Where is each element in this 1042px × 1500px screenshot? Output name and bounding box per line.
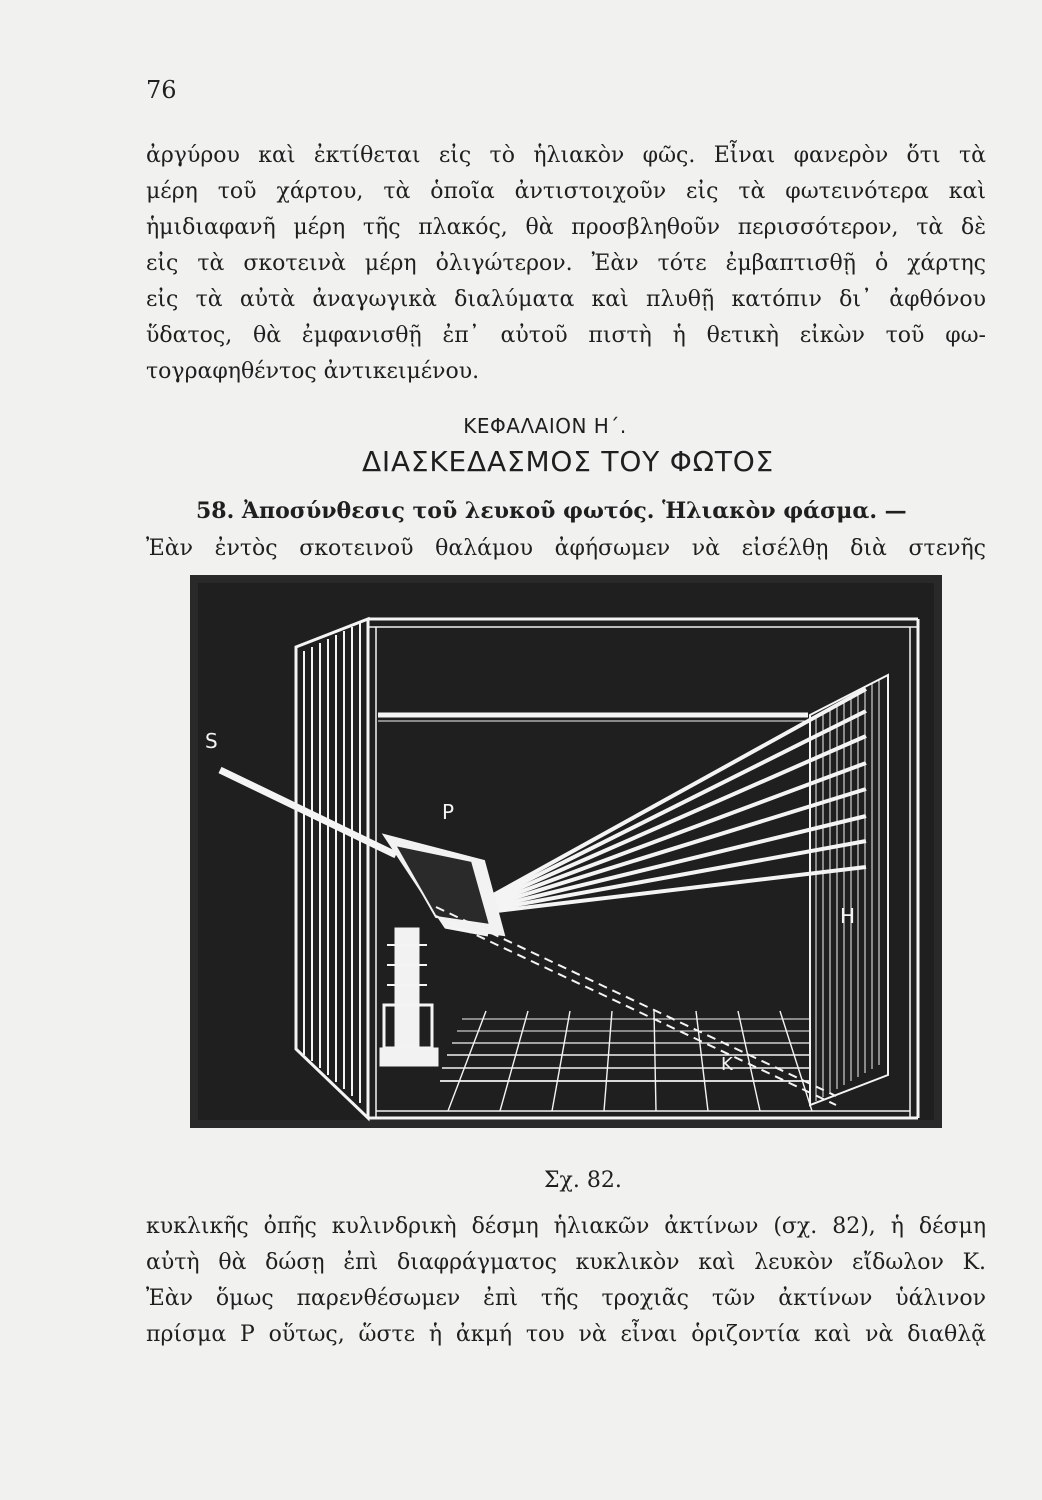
prism-figure <box>190 575 942 1128</box>
intro-line-6: ὕδατος, θὰ ἐμφανισθῇ ἐπ᾽ αὐτοῦ πιστὴ ἡ θετικὴ εἰκὼν τοῦ φω- <box>146 323 986 348</box>
bottom-line-1: κυκλικῆς ὀπῆς κυλινδρικὴ δέσμη ἡλιακῶν ἀκτίνων (σχ. 82), ἡ δέσμη <box>146 1214 986 1239</box>
bottom-line-2: αὐτὴ θὰ δώσῃ ἐπὶ διαφράγματος κυκλικὸν καὶ λευκὸν εἴδωλον Κ. <box>146 1250 986 1275</box>
chapter-title: ΔΙΑΣΚΕΔΑΣΜΟΣ ΤΟΥ ΦΩΤΟΣ <box>361 445 775 478</box>
section-heading: 58. Ἀποσύνθεσις τοῦ λευκοῦ φωτός. Ἡλιακὸν φάσμα. — <box>196 498 907 524</box>
bottom-line-3: Ἐὰν ὅμως παρενθέσωμεν ἐπὶ τῆς τροχιᾶς τῶν ἀκτίνων ὑάλινον <box>146 1286 986 1311</box>
bottom-line-4: πρίσμα Ρ οὕτως, ὥστε ἡ ἀκμή του νὰ εἶναι ὁριζοντία καὶ νὰ διαθλᾷ <box>146 1322 986 1347</box>
intro-line-7: τογραφηθέντος ἀντικειμένου. <box>146 359 480 384</box>
page-number: 76 <box>146 76 177 104</box>
intro-line-1: ἀργύρου καὶ ἐκτίθεται εἰς τὸ ἡλιακὸν φῶς. Εἶναι φανερὸν ὅτι τὰ <box>146 143 986 168</box>
figure-label-k: K <box>721 1054 733 1075</box>
intro-line-3: ἡμιδιαφανῆ μέρη τῆς πλακός, θὰ προσβληθοῦν περισσότερον, τὰ δὲ <box>146 215 986 240</box>
figure-label-s: S <box>205 729 218 753</box>
intro-line-5: εἰς τὰ αὐτὰ ἀναγωγικὰ διαλύματα καὶ πλυθῇ κατόπιν δι᾽ ἀφθόνου <box>146 287 986 312</box>
section-first-line: Ἐὰν ἐντὸς σκοτεινοῦ θαλάμου ἀφήσωμεν νὰ εἰσέλθῃ διὰ στενῆς <box>146 536 986 561</box>
figure-caption: Σχ. 82. <box>544 1168 622 1193</box>
figure-svg <box>190 575 942 1128</box>
figure-label-p: P <box>442 800 455 824</box>
chapter-label: ΚΕΦΑΛΑΙΟΝ Η΄. <box>463 414 627 438</box>
intro-line-2: μέρη τοῦ χάρτου, τὰ ὁποῖα ἀντιστοιχοῦν εἰς τὰ φωτεινότερα καὶ <box>146 179 986 204</box>
intro-line-4: εἰς τὰ σκοτεινὰ μέρη ὀλιγώτερον. Ἐὰν τότε ἐμβαπτισθῇ ὁ χάρτης <box>146 251 986 276</box>
figure-label-h: H <box>840 904 856 928</box>
